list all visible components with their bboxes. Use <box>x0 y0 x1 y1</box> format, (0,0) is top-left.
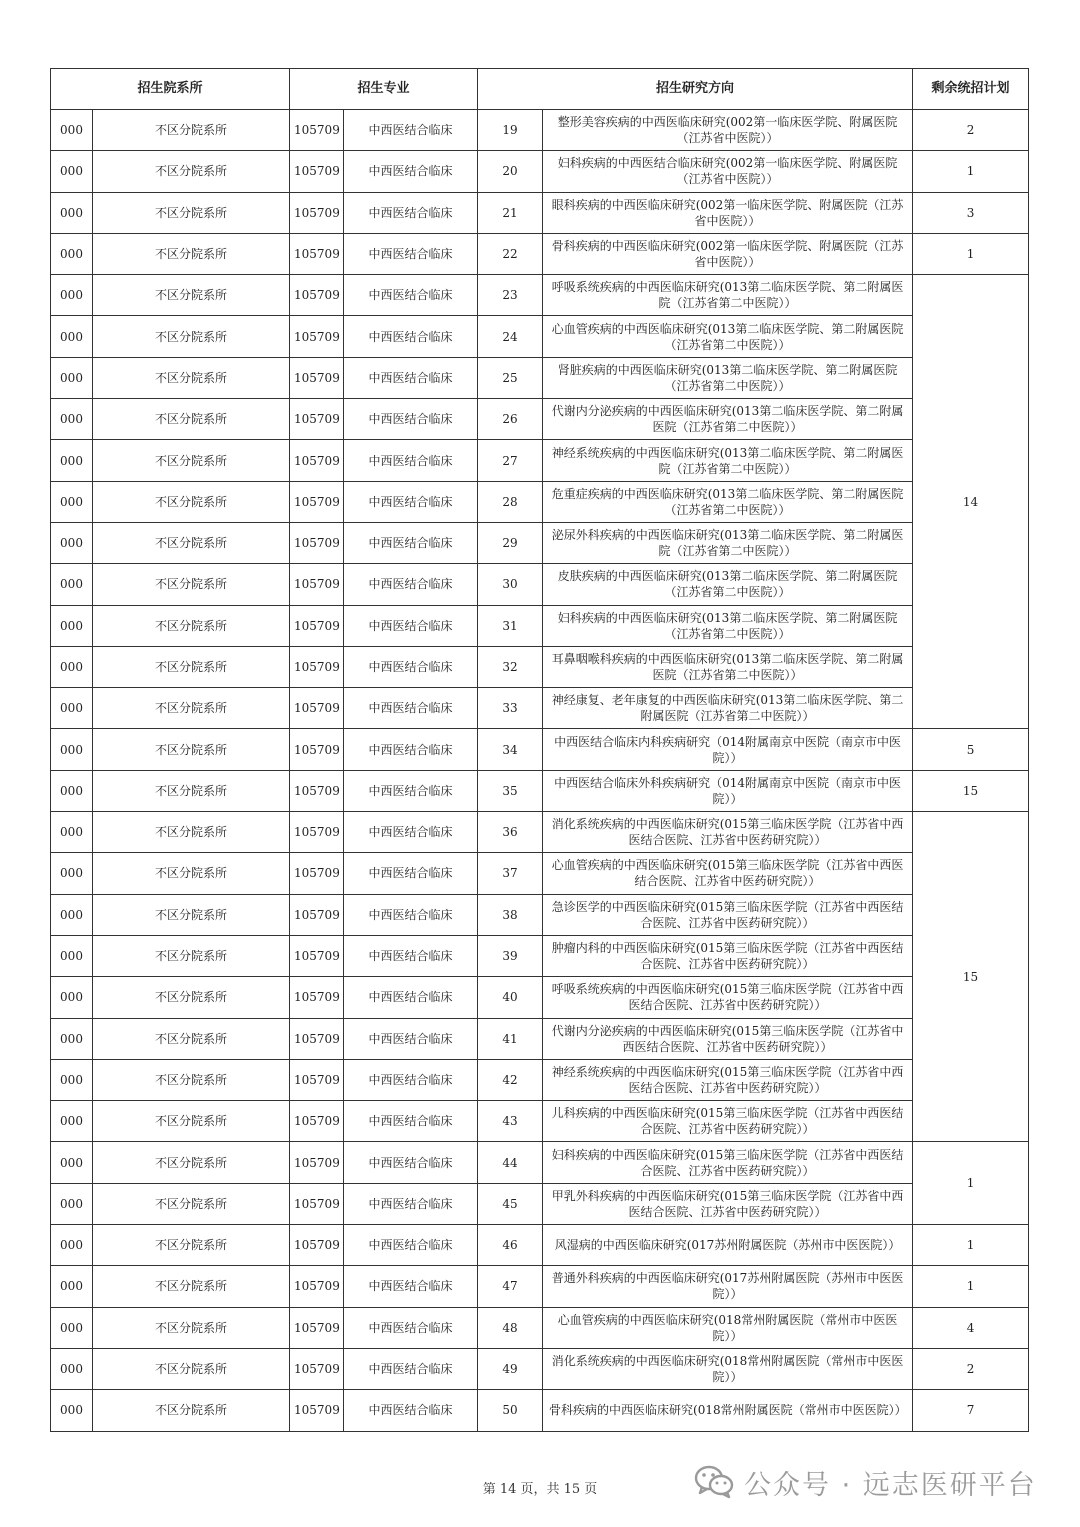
major-code-cell: 105709 <box>290 1142 344 1183</box>
table-row <box>51 688 1029 729</box>
dept-code-cell: 000 <box>51 1225 93 1266</box>
direction-cell: 代谢内分泌疾病的中西医临床研究(013第二临床医学院、第二附属医院（江苏省第二中医院）） <box>543 399 913 440</box>
dept-code-cell: 000 <box>51 1018 93 1059</box>
direction-cell: 泌尿外科疾病的中西医临床研究(013第二临床医学院、第二附属医院（江苏省第二中医院）） <box>543 522 913 563</box>
direction-cell: 普通外科疾病的中西医临床研究(017苏州附属医院（苏州市中医医院）） <box>543 1266 913 1307</box>
direction-no-cell: 23 <box>478 275 543 316</box>
direction-no-cell: 40 <box>478 977 543 1018</box>
plan-cell: 4 <box>913 1307 1029 1348</box>
header-row <box>51 69 1029 110</box>
direction-no-cell: 21 <box>478 192 543 233</box>
direction-no-cell: 42 <box>478 1059 543 1100</box>
table-row <box>51 1101 1029 1142</box>
table-row <box>51 812 1029 853</box>
dept-code-cell: 000 <box>51 770 93 811</box>
direction-cell: 妇科疾病的中西医临床研究(013第二临床医学院、第二附属医院（江苏省第二中医院）） <box>543 605 913 646</box>
dept-name-cell: 不区分院系所 <box>93 1348 290 1389</box>
plan-cell: 1 <box>913 1142 1029 1225</box>
major-code-cell: 105709 <box>290 853 344 894</box>
table-row <box>51 1059 1029 1100</box>
dept-code-cell: 000 <box>51 564 93 605</box>
dept-name-cell: 不区分院系所 <box>93 192 290 233</box>
table-row <box>51 1390 1029 1431</box>
major-code-cell: 105709 <box>290 1390 344 1431</box>
direction-no-cell: 39 <box>478 935 543 976</box>
table-row <box>51 192 1029 233</box>
dept-code-cell: 000 <box>51 151 93 192</box>
plan-cell: 3 <box>913 192 1029 233</box>
dept-code-cell: 000 <box>51 1142 93 1183</box>
dept-code-cell: 000 <box>51 894 93 935</box>
major-name-cell: 中西医结合临床 <box>344 564 478 605</box>
direction-no-cell: 34 <box>478 729 543 770</box>
table-header <box>51 69 1029 110</box>
major-name-cell: 中西医结合临床 <box>344 894 478 935</box>
table-row <box>51 605 1029 646</box>
table-row <box>51 977 1029 1018</box>
major-code-cell: 105709 <box>290 233 344 274</box>
table-row <box>51 894 1029 935</box>
major-code-cell: 105709 <box>290 605 344 646</box>
dept-name-cell: 不区分院系所 <box>93 1101 290 1142</box>
table-row <box>51 440 1029 481</box>
direction-cell: 神经康复、老年康复的中西医临床研究(013第二临床医学院、第二附属医院（江苏省第二中医院）） <box>543 688 913 729</box>
table-row <box>51 729 1029 770</box>
major-name-cell: 中西医结合临床 <box>344 729 478 770</box>
major-code-cell: 105709 <box>290 729 344 770</box>
major-name-cell: 中西医结合临床 <box>344 977 478 1018</box>
major-name-cell: 中西医结合临床 <box>344 192 478 233</box>
direction-cell: 骨科疾病的中西医临床研究(018常州附属医院（常州市中医医院）） <box>543 1390 913 1431</box>
direction-cell: 妇科疾病的中西医临床研究(015第三临床医学院（江苏省中西医结合医院、江苏省中医药研究院）） <box>543 1142 913 1183</box>
direction-no-cell: 25 <box>478 357 543 398</box>
dept-code-cell: 000 <box>51 192 93 233</box>
dept-code-cell: 000 <box>51 1059 93 1100</box>
direction-no-cell: 36 <box>478 812 543 853</box>
table-row <box>51 481 1029 522</box>
direction-no-cell: 32 <box>478 646 543 687</box>
major-name-cell: 中西医结合临床 <box>344 1348 478 1389</box>
plan-cell: 1 <box>913 1266 1029 1307</box>
major-name-cell: 中西医结合临床 <box>344 440 478 481</box>
header-direction: 招生研究方向 <box>478 69 913 110</box>
major-name-cell: 中西医结合临床 <box>344 1390 478 1431</box>
table-row <box>51 1018 1029 1059</box>
dept-name-cell: 不区分院系所 <box>93 1183 290 1224</box>
major-name-cell: 中西医结合临床 <box>344 1059 478 1100</box>
direction-no-cell: 28 <box>478 481 543 522</box>
dept-name-cell: 不区分院系所 <box>93 564 290 605</box>
major-name-cell: 中西医结合临床 <box>344 935 478 976</box>
dept-code-cell: 000 <box>51 481 93 522</box>
dept-name-cell: 不区分院系所 <box>93 688 290 729</box>
dept-code-cell: 000 <box>51 729 93 770</box>
direction-cell: 肿瘤内科的中西医临床研究(015第三临床医学院（江苏省中西医结合医院、江苏省中医药研究院）） <box>543 935 913 976</box>
plan-cell: 1 <box>913 151 1029 192</box>
dept-name-cell: 不区分院系所 <box>93 894 290 935</box>
direction-cell: 妇科疾病的中西医结合临床研究(002第一临床医学院、附属医院（江苏省中医院）） <box>543 151 913 192</box>
dept-name-cell: 不区分院系所 <box>93 1307 290 1348</box>
header-major: 招生专业 <box>290 69 478 110</box>
major-name-cell: 中西医结合临床 <box>344 151 478 192</box>
major-code-cell: 105709 <box>290 192 344 233</box>
major-name-cell: 中西医结合临床 <box>344 1142 478 1183</box>
direction-no-cell: 38 <box>478 894 543 935</box>
major-name-cell: 中西医结合临床 <box>344 1266 478 1307</box>
major-code-cell: 105709 <box>290 1059 344 1100</box>
direction-no-cell: 37 <box>478 853 543 894</box>
watermark-text: 公众号 · 远志医研平台 <box>744 1469 1037 1501</box>
dept-code-cell: 000 <box>51 812 93 853</box>
table-row <box>51 399 1029 440</box>
major-name-cell: 中西医结合临床 <box>344 110 478 151</box>
major-code-cell: 105709 <box>290 151 344 192</box>
major-code-cell: 105709 <box>290 110 344 151</box>
direction-no-cell: 33 <box>478 688 543 729</box>
table-body <box>51 110 1029 1432</box>
direction-cell: 消化系统疾病的中西医临床研究(018常州附属医院（常州市中医医院）） <box>543 1348 913 1389</box>
major-code-cell: 105709 <box>290 1183 344 1224</box>
table-row <box>51 316 1029 357</box>
major-name-cell: 中西医结合临床 <box>344 812 478 853</box>
direction-cell: 神经系统疾病的中西医临床研究(015第三临床医学院（江苏省中西医结合医院、江苏省中医药研究院）） <box>543 1059 913 1100</box>
direction-cell: 风湿病的中西医临床研究(017苏州附属医院（苏州市中医医院）） <box>543 1225 913 1266</box>
plan-cell: 1 <box>913 1225 1029 1266</box>
dept-code-cell: 000 <box>51 1101 93 1142</box>
wechat-icon <box>694 1464 734 1500</box>
major-name-cell: 中西医结合临床 <box>344 522 478 563</box>
dept-code-cell: 000 <box>51 1307 93 1348</box>
dept-code-cell: 000 <box>51 688 93 729</box>
direction-cell: 中西医结合临床外科疾病研究（014附属南京中医院（南京市中医院）） <box>543 770 913 811</box>
direction-cell: 呼吸系统疾病的中西医临床研究(015第三临床医学院（江苏省中西医结合医院、江苏省中医药研究院）） <box>543 977 913 1018</box>
direction-cell: 皮肤疾病的中西医临床研究(013第二临床医学院、第二附属医院（江苏省第二中医院）） <box>543 564 913 605</box>
direction-cell: 急诊医学的中西医临床研究(015第三临床医学院（江苏省中西医结合医院、江苏省中医药研究院）） <box>543 894 913 935</box>
direction-no-cell: 49 <box>478 1348 543 1389</box>
dept-name-cell: 不区分院系所 <box>93 935 290 976</box>
direction-cell: 眼科疾病的中西医临床研究(002第一临床医学院、附属医院（江苏省中医院）） <box>543 192 913 233</box>
major-code-cell: 105709 <box>290 275 344 316</box>
major-name-cell: 中西医结合临床 <box>344 770 478 811</box>
direction-no-cell: 45 <box>478 1183 543 1224</box>
dept-name-cell: 不区分院系所 <box>93 440 290 481</box>
direction-no-cell: 26 <box>478 399 543 440</box>
major-code-cell: 105709 <box>290 1307 344 1348</box>
table-row <box>51 1225 1029 1266</box>
plan-cell: 2 <box>913 110 1029 151</box>
dept-code-cell: 000 <box>51 440 93 481</box>
header-dept: 招生院系所 <box>51 69 290 110</box>
direction-cell: 心血管疾病的中西医临床研究(018常州附属医院（常州市中医医院）） <box>543 1307 913 1348</box>
major-name-cell: 中西医结合临床 <box>344 688 478 729</box>
dept-name-cell: 不区分院系所 <box>93 522 290 563</box>
major-code-cell: 105709 <box>290 522 344 563</box>
direction-no-cell: 46 <box>478 1225 543 1266</box>
dept-name-cell: 不区分院系所 <box>93 316 290 357</box>
major-name-cell: 中西医结合临床 <box>344 1225 478 1266</box>
direction-no-cell: 27 <box>478 440 543 481</box>
table-row <box>51 1142 1029 1183</box>
plan-cell: 14 <box>913 275 1029 729</box>
direction-no-cell: 43 <box>478 1101 543 1142</box>
major-code-cell: 105709 <box>290 316 344 357</box>
plan-cell: 15 <box>913 770 1029 811</box>
direction-cell: 甲乳外科疾病的中西医临床研究(015第三临床医学院（江苏省中西医结合医院、江苏省中医药研究院）） <box>543 1183 913 1224</box>
dept-code-cell: 000 <box>51 316 93 357</box>
major-name-cell: 中西医结合临床 <box>344 853 478 894</box>
major-name-cell: 中西医结合临床 <box>344 316 478 357</box>
major-name-cell: 中西医结合临床 <box>344 399 478 440</box>
plan-cell: 5 <box>913 729 1029 770</box>
direction-cell: 心血管疾病的中西医临床研究(013第二临床医学院、第二附属医院（江苏省第二中医院）） <box>543 316 913 357</box>
major-code-cell: 105709 <box>290 894 344 935</box>
major-code-cell: 105709 <box>290 1266 344 1307</box>
direction-no-cell: 29 <box>478 522 543 563</box>
dept-code-cell: 000 <box>51 399 93 440</box>
dept-code-cell: 000 <box>51 233 93 274</box>
table-row <box>51 110 1029 151</box>
direction-no-cell: 30 <box>478 564 543 605</box>
dept-name-cell: 不区分院系所 <box>93 399 290 440</box>
dept-code-cell: 000 <box>51 1183 93 1224</box>
plan-cell: 2 <box>913 1348 1029 1389</box>
dept-name-cell: 不区分院系所 <box>93 151 290 192</box>
dept-name-cell: 不区分院系所 <box>93 729 290 770</box>
major-code-cell: 105709 <box>290 1348 344 1389</box>
direction-cell: 耳鼻咽喉科疾病的中西医临床研究(013第二临床医学院、第二附属医院（江苏省第二中医院）） <box>543 646 913 687</box>
table-row <box>51 151 1029 192</box>
major-code-cell: 105709 <box>290 977 344 1018</box>
dept-code-cell: 000 <box>51 275 93 316</box>
major-code-cell: 105709 <box>290 1101 344 1142</box>
dept-code-cell: 000 <box>51 357 93 398</box>
plan-cell: 7 <box>913 1390 1029 1431</box>
dept-code-cell: 000 <box>51 110 93 151</box>
major-name-cell: 中西医结合临床 <box>344 357 478 398</box>
major-name-cell: 中西医结合临床 <box>344 1018 478 1059</box>
dept-code-cell: 000 <box>51 1266 93 1307</box>
direction-cell: 危重症疾病的中西医临床研究(013第二临床医学院、第二附属医院（江苏省第二中医院）） <box>543 481 913 522</box>
direction-cell: 中西医结合临床内科疾病研究（014附属南京中医院（南京市中医院）） <box>543 729 913 770</box>
table-row <box>51 1307 1029 1348</box>
plan-cell: 15 <box>913 812 1029 1142</box>
dept-name-cell: 不区分院系所 <box>93 1266 290 1307</box>
major-name-cell: 中西医结合临床 <box>344 1307 478 1348</box>
major-name-cell: 中西医结合临床 <box>344 605 478 646</box>
table-row <box>51 770 1029 811</box>
dept-name-cell: 不区分院系所 <box>93 605 290 646</box>
dept-code-cell: 000 <box>51 1348 93 1389</box>
dept-name-cell: 不区分院系所 <box>93 1225 290 1266</box>
direction-cell: 呼吸系统疾病的中西医临床研究(013第二临床医学院、第二附属医院（江苏省第二中医院）） <box>543 275 913 316</box>
direction-no-cell: 20 <box>478 151 543 192</box>
page-number: 第 14 页，共 15 页 <box>482 1482 598 1497</box>
major-code-cell: 105709 <box>290 440 344 481</box>
dept-name-cell: 不区分院系所 <box>93 977 290 1018</box>
dept-name-cell: 不区分院系所 <box>93 110 290 151</box>
table-row <box>51 1266 1029 1307</box>
table-row <box>51 233 1029 274</box>
plan-cell: 1 <box>913 233 1029 274</box>
direction-cell: 消化系统疾病的中西医临床研究(015第三临床医学院（江苏省中西医结合医院、江苏省中医药研究院）） <box>543 812 913 853</box>
table-row <box>51 1183 1029 1224</box>
direction-no-cell: 50 <box>478 1390 543 1431</box>
major-name-cell: 中西医结合临床 <box>344 481 478 522</box>
dept-code-cell: 000 <box>51 1390 93 1431</box>
dept-name-cell: 不区分院系所 <box>93 646 290 687</box>
major-name-cell: 中西医结合临床 <box>344 275 478 316</box>
direction-cell: 骨科疾病的中西医临床研究(002第一临床医学院、附属医院（江苏省中医院）） <box>543 233 913 274</box>
direction-cell: 整形美容疾病的中西医临床研究(002第一临床医学院、附属医院（江苏省中医院）） <box>543 110 913 151</box>
dept-name-cell: 不区分院系所 <box>93 770 290 811</box>
major-name-cell: 中西医结合临床 <box>344 1183 478 1224</box>
enrollment-table <box>50 68 1029 1432</box>
major-code-cell: 105709 <box>290 770 344 811</box>
major-name-cell: 中西医结合临床 <box>344 233 478 274</box>
dept-name-cell: 不区分院系所 <box>93 481 290 522</box>
table-row <box>51 522 1029 563</box>
dept-code-cell: 000 <box>51 522 93 563</box>
major-code-cell: 105709 <box>290 812 344 853</box>
dept-code-cell: 000 <box>51 646 93 687</box>
dept-name-cell: 不区分院系所 <box>93 233 290 274</box>
dept-code-cell: 000 <box>51 935 93 976</box>
direction-cell: 神经系统疾病的中西医临床研究(013第二临床医学院、第二附属医院（江苏省第二中医院）） <box>543 440 913 481</box>
major-code-cell: 105709 <box>290 399 344 440</box>
dept-name-cell: 不区分院系所 <box>93 812 290 853</box>
dept-name-cell: 不区分院系所 <box>93 1142 290 1183</box>
header-plan: 剩余统招计划 <box>913 69 1029 110</box>
table-row <box>51 935 1029 976</box>
direction-no-cell: 31 <box>478 605 543 646</box>
major-code-cell: 105709 <box>290 935 344 976</box>
direction-no-cell: 47 <box>478 1266 543 1307</box>
major-code-cell: 105709 <box>290 564 344 605</box>
major-code-cell: 105709 <box>290 1018 344 1059</box>
dept-name-cell: 不区分院系所 <box>93 1390 290 1431</box>
direction-no-cell: 41 <box>478 1018 543 1059</box>
watermark <box>694 1462 1037 1502</box>
dept-name-cell: 不区分院系所 <box>93 1018 290 1059</box>
dept-name-cell: 不区分院系所 <box>93 275 290 316</box>
table-row <box>51 1348 1029 1389</box>
direction-no-cell: 24 <box>478 316 543 357</box>
direction-cell: 儿科疾病的中西医临床研究(015第三临床医学院（江苏省中西医结合医院、江苏省中医药研究院）） <box>543 1101 913 1142</box>
table-row <box>51 853 1029 894</box>
major-name-cell: 中西医结合临床 <box>344 1101 478 1142</box>
major-code-cell: 105709 <box>290 481 344 522</box>
direction-cell: 心血管疾病的中西医临床研究(015第三临床医学院（江苏省中西医结合医院、江苏省中医药研究院）） <box>543 853 913 894</box>
direction-no-cell: 19 <box>478 110 543 151</box>
direction-cell: 肾脏疾病的中西医临床研究(013第二临床医学院、第二附属医院（江苏省第二中医院）） <box>543 357 913 398</box>
major-name-cell: 中西医结合临床 <box>344 646 478 687</box>
dept-code-cell: 000 <box>51 853 93 894</box>
major-code-cell: 105709 <box>290 357 344 398</box>
dept-code-cell: 000 <box>51 605 93 646</box>
direction-no-cell: 22 <box>478 233 543 274</box>
major-code-cell: 105709 <box>290 646 344 687</box>
major-code-cell: 105709 <box>290 1225 344 1266</box>
direction-no-cell: 35 <box>478 770 543 811</box>
dept-name-cell: 不区分院系所 <box>93 357 290 398</box>
direction-no-cell: 48 <box>478 1307 543 1348</box>
table-row <box>51 275 1029 316</box>
table-row <box>51 646 1029 687</box>
dept-name-cell: 不区分院系所 <box>93 1059 290 1100</box>
direction-cell: 代谢内分泌疾病的中西医临床研究(015第三临床医学院（江苏省中西医结合医院、江苏省中医药研究院）） <box>543 1018 913 1059</box>
direction-no-cell: 44 <box>478 1142 543 1183</box>
table-row <box>51 357 1029 398</box>
dept-name-cell: 不区分院系所 <box>93 853 290 894</box>
dept-code-cell: 000 <box>51 977 93 1018</box>
table-row <box>51 564 1029 605</box>
major-code-cell: 105709 <box>290 688 344 729</box>
